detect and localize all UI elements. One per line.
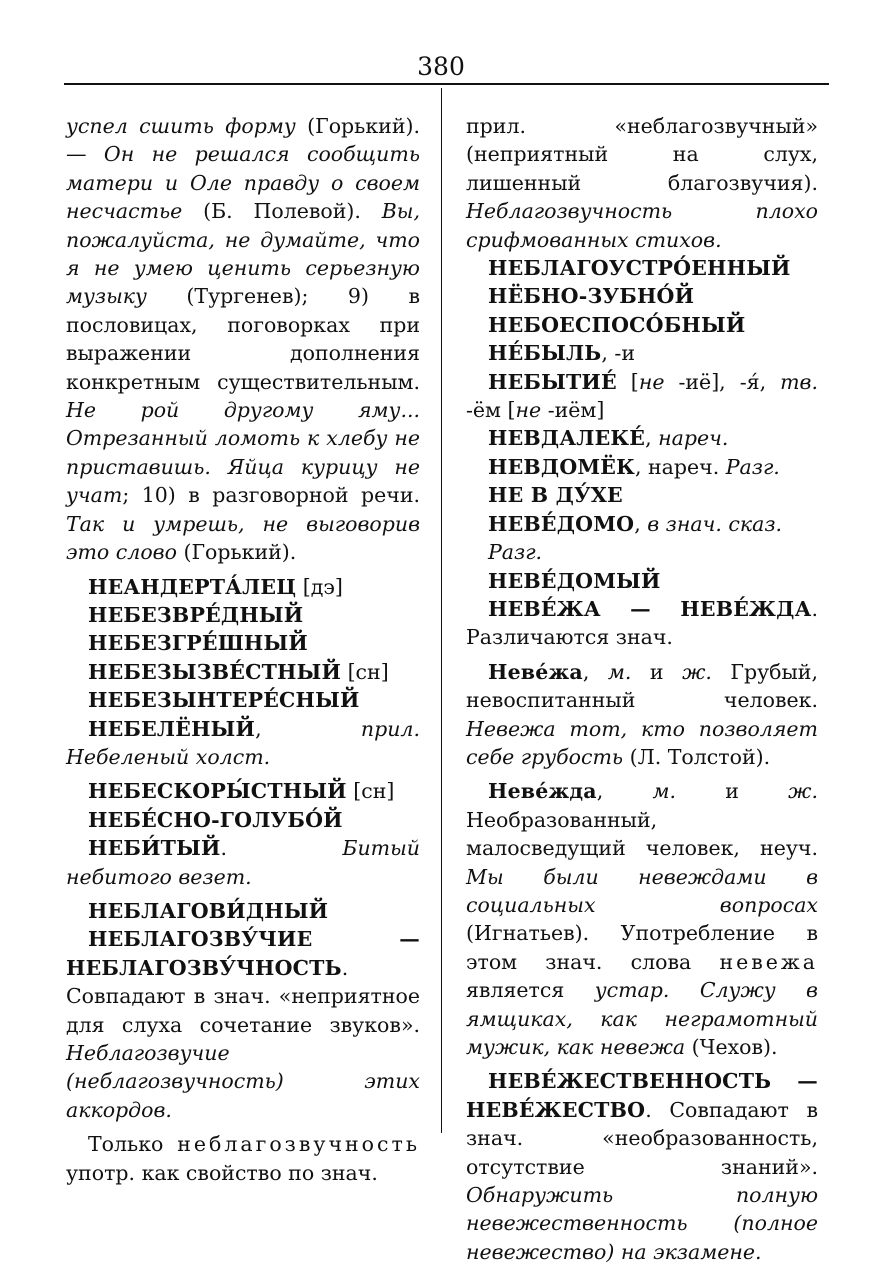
text-run: (Чехов). [685, 1035, 778, 1059]
headword: НЕБЕЛЁНЫЙ [88, 716, 256, 741]
dictionary-paragraph [466, 595, 818, 652]
dictionary-headword-entry [466, 311, 818, 339]
dictionary-headword-entry [466, 510, 818, 567]
text-run: употр. как свойство по знач. [66, 1160, 378, 1185]
text-run: [ [616, 369, 639, 394]
headword: НЁБНО-ЗУБНО́Й [488, 284, 695, 309]
italic-text: Так и умрешь, не выговорив это слово [66, 511, 420, 565]
dictionary-paragraph [466, 112, 818, 254]
text-run: прил. «неблагозвучный» (неприятный на слух, лишенный благозвучия). [466, 114, 818, 195]
text-run: . Различаются знач. [466, 596, 818, 650]
italic-text: Он не решался сообщить матери и Оле правду о своем несчастье [66, 142, 420, 224]
italic-text: в знач. сказ. Разг. [488, 511, 783, 565]
page-number: 380 [417, 52, 465, 81]
headword: НЕБИ́ТЫЙ [88, 836, 221, 861]
italic-text: Битый небитого везет. [66, 836, 420, 889]
headword: НЕВЕ́ДОМО [488, 511, 635, 536]
headword: НЕБЕЗЫЗВЕ́СТНЫЙ [88, 659, 342, 684]
text-run: и [631, 659, 683, 684]
dictionary-headword-entry [66, 806, 420, 834]
dictionary-paragraph [66, 925, 420, 1124]
dictionary-headword-entry [66, 629, 420, 657]
italic-text: устар. Служу в ямщиках, как неграмотный мужик, как невежа [466, 978, 818, 1059]
italic-text: Разг. [725, 454, 780, 479]
headword: НЕБЕЗЫНТЕРЕ́СНЫЙ [88, 688, 360, 713]
headword: НЕВДОМЁК [488, 454, 635, 479]
dictionary-paragraph [466, 1067, 818, 1266]
dictionary-headword-entry [466, 282, 818, 310]
dictionary-paragraph [66, 1130, 420, 1187]
dictionary-headword-entry [66, 777, 420, 805]
text-run: является [466, 978, 595, 1003]
headword: НЕ́БЫЛЬ [488, 341, 602, 366]
headword: НЕБЕСКОРЫ́СТНЫЙ [88, 779, 347, 804]
headword: НЕ В ДУ́ХЕ [488, 483, 623, 508]
headword: НЕАНДЕРТА́ЛЕЦ [88, 574, 297, 599]
text-run: Необразованный, малосведущий человек, неуч. [466, 807, 818, 861]
italic-text: м. [607, 659, 632, 684]
headword: Неве́жда [488, 779, 597, 804]
text-run: и [676, 779, 789, 804]
text-run: -иём] [541, 398, 605, 423]
italic-text: нареч. [658, 426, 729, 451]
italic-text: Невежа тот, кто позволяет себе грубость [466, 716, 818, 769]
dictionary-paragraph [466, 368, 818, 425]
dictionary-headword-entry [466, 339, 818, 367]
headword: НЕБЛАГОУСТРО́ЕННЫЙ [488, 256, 791, 281]
text-run: [сн] [346, 779, 395, 804]
dictionary-headword-entry [466, 481, 818, 509]
headword: Неве́жа [488, 659, 583, 684]
text-run: Только [88, 1132, 178, 1157]
headword: НЕБЫТИЕ́ [488, 369, 617, 394]
italic-text: Неблагозвучие (неблагозвучность) этих аккордов. [66, 1041, 420, 1122]
text-run: , [634, 511, 648, 536]
text-run: , -и [601, 341, 636, 366]
italic-text: Не рой другому яму... Отрезанный ломоть к хлебу не приставишь. Яйца курицу не учат [66, 398, 420, 508]
headword: НЕБЕЗВРЕ́ДНЫЙ [88, 602, 304, 627]
dictionary-headword-entry [66, 573, 420, 601]
text-run: (Горький). [176, 540, 297, 565]
text-run: . Совпадают в знач. «необразованность, отсутствие знаний». [466, 1097, 818, 1179]
italic-text: не [638, 369, 665, 394]
dictionary-headword-entry [66, 897, 420, 925]
italic-text: м. [652, 779, 677, 804]
dictionary-headword-entry [66, 658, 420, 686]
dictionary-paragraph [66, 834, 420, 891]
text-run: (Тургенев); 9) в пословицах, поговорках при выражении дополнения конкретным существительным. [66, 284, 420, 394]
text-run: -ём [ [466, 398, 516, 423]
dictionary-headword-entry [466, 424, 818, 452]
text-run: ; 10) в разговорной речи. [122, 483, 420, 508]
italic-text: Мы были невеждами в социальных вопросах [466, 864, 818, 917]
text-run: (Б. Полевой). [182, 199, 382, 224]
dictionary-headword-entry [466, 254, 818, 282]
text-run: -иё], -я́, [664, 369, 781, 394]
italic-text: ж. [682, 659, 712, 684]
dictionary-headword-entry [466, 453, 818, 481]
italic-text: ж. [788, 779, 818, 804]
dictionary-paragraph [66, 715, 420, 772]
headword: НЕБЕЗГРЕ́ШНЫЙ [88, 631, 308, 656]
text-run: [дэ] [296, 574, 343, 599]
text-run: , [645, 426, 659, 451]
spaced-text: невежа [719, 949, 818, 974]
headword: НЕВЕ́ЖА — НЕВЕ́ЖДА [488, 596, 812, 621]
dictionary-paragraph [466, 658, 818, 772]
text-run: . [220, 836, 343, 861]
italic-text: успел сшить форму [66, 114, 296, 138]
text-run: (Игнатьев). Употребление в этом знач. слова [466, 921, 818, 974]
right-column [466, 112, 818, 1266]
headword: НЕБОЕСПОСО́БНЫЙ [488, 312, 746, 337]
headword: НЕВЕ́ЖЕСТВЕННОСТЬ — НЕВЕ́ЖЕСТВО [466, 1069, 818, 1122]
column-divider [441, 88, 442, 1133]
text-run: (Горький). — [66, 114, 420, 167]
dictionary-headword-entry [466, 567, 818, 595]
italic-text: Обнаружить полную невежественность (полное невежество) на экзамене. [466, 1183, 818, 1264]
text-run: [сн] [341, 659, 389, 684]
dictionary-headword-entry [66, 686, 420, 714]
italic-text: тв. [780, 369, 818, 394]
headword: НЕБЕ́СНО-ГОЛУБО́Й [88, 807, 343, 832]
italic-text: Неблагозвучность плохо срифмованных стихов. [466, 199, 818, 252]
dictionary-paragraph [466, 777, 818, 1061]
left-column [66, 112, 420, 1187]
text-run: , [596, 779, 653, 804]
headword: НЕВДАЛЕКЕ́ [488, 426, 646, 451]
text-run: , нареч. [634, 454, 726, 479]
spaced-text: неблагозвучность [177, 1132, 420, 1157]
text-run: Грубый, невоспитанный человек. [466, 659, 818, 713]
text-run: , [582, 659, 608, 684]
headword: НЕБЛАГОЗВУ́ЧИЕ — НЕБЛАГОЗВУ́ЧНОСТЬ [66, 927, 420, 980]
text-run: (Л. Толстой). [623, 744, 771, 769]
headword: НЕВЕ́ДОМЫЙ [488, 568, 661, 593]
headword: НЕБЛАГОВИ́ДНЫЙ [88, 898, 329, 923]
text-run: , [255, 716, 361, 741]
header-rule [64, 83, 829, 85]
text-run: . Совпадают в знач. «неприятное для слуха сочетание звуков». [66, 955, 420, 1037]
italic-text: прил. Небеленый холст. [66, 716, 420, 769]
italic-text: не [515, 398, 542, 423]
italic-text: Вы, пожалуйста, не думайте, что я не умею ценить серьезную музыку [66, 199, 420, 309]
dictionary-headword-entry [66, 601, 420, 629]
dictionary-paragraph [66, 112, 420, 567]
